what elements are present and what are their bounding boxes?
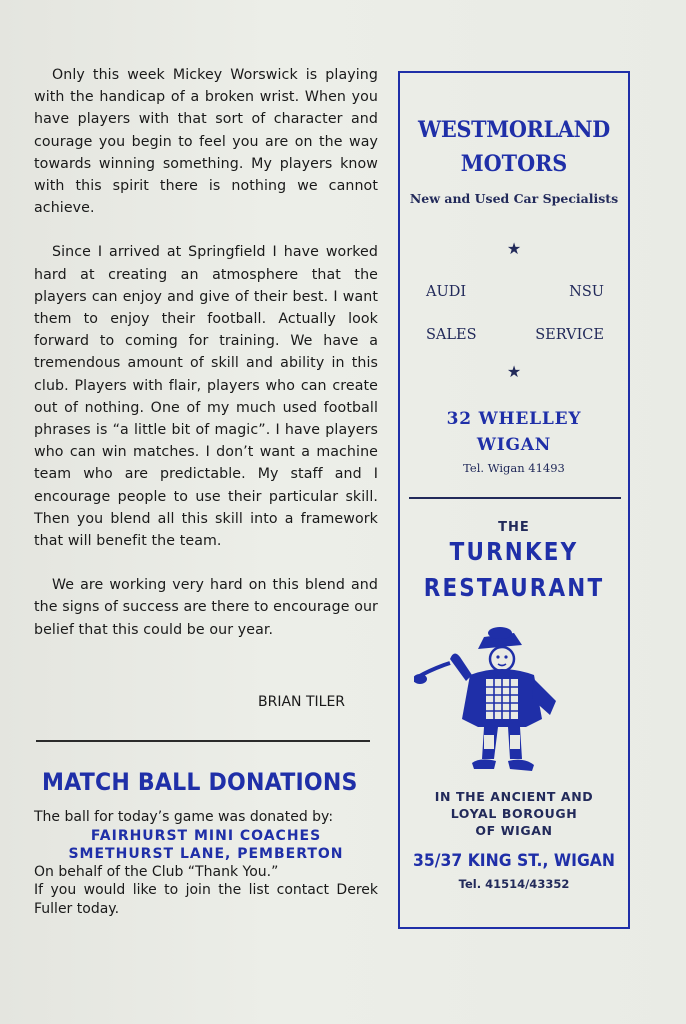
turnkey-tagline-line2: LOYAL BOROUGH [450,806,578,821]
donations-contact: If you would like to join the list contact Derek Fuller today. [34,882,378,917]
donations-intro: The ball for today’s game was donated by: [34,809,334,825]
donations-heading: MATCH BALL DONATIONS [42,768,358,796]
service-label: SERVICE [535,327,604,343]
article-paragraph: We are working very hard on this blend and the signs of success are there to encourage our belief that this could be our year. [34,577,378,638]
donor-name: FAIRHURST MINI COACHES [90,827,322,844]
advert-box [398,71,630,929]
brand-nsu: NSU [569,284,604,300]
advert-divider [409,497,621,499]
restaurant-name: RESTAURANT [423,573,605,602]
turnkey-tagline-line1: IN THE ANCIENT AND [434,789,594,804]
article-paragraph: Since I arrived at Springfield I have worked hard at creating an atmosphere that the players can enjoy and give of their best. I want them to enjoy their football. Actually look forward to coming for training. We have a tremendous amount of skill and ability in this club. Players with flair, players who can create out of nothing. One of my much used football phrases is “a little bit of magic”. I have players who can win matches. I don’t want a machine team who are predictable. My staff and I encourage people to use their particular skill. Then you blend all this skill into a framework that will benefit the team. [34,244,378,550]
section-divider [36,740,370,742]
pipe-smoking-gentleman-icon [414,619,574,779]
donor-address: SMETHURST LANE, PEMBERTON [68,845,344,862]
brand-audi: AUDI [426,284,467,300]
donations-section [34,808,378,918]
turnkey-the: THE [498,520,530,535]
turnkey-tagline-line3: OF WIGAN [475,823,553,838]
westmorland-name: WESTMORLAND [418,117,610,143]
turnkey-telephone: Tel. 41514/43352 [458,877,570,891]
westmorland-address-street: 32 WHELLEY [446,409,582,429]
donations-thanks: On behalf of the Club “Thank You.” [34,863,279,880]
westmorland-telephone: Tel. Wigan 41493 [463,461,565,475]
article-signature: BRIAN TILER [258,694,346,710]
motors-name: MOTORS [460,151,568,177]
westmorland-tagline: New and Used Car Specialists [409,191,619,206]
star-icon: ★ [506,362,522,381]
turnkey-address: 35/37 KING ST., WIGAN [413,851,615,871]
sales-label: SALES [426,327,477,343]
manager-article [34,64,378,641]
turnkey-name: TURNKEY [449,537,579,566]
article-paragraph: Only this week Mickey Worswick is playing with the handicap of a broken wrist. When you have players with that sort of character and courage you begin to feel you are on the way towards winning something. My players know with this spirit there is nothing we cannot achieve. [34,67,378,217]
star-icon: ★ [506,239,522,258]
westmorland-address-town: WIGAN [476,435,552,455]
